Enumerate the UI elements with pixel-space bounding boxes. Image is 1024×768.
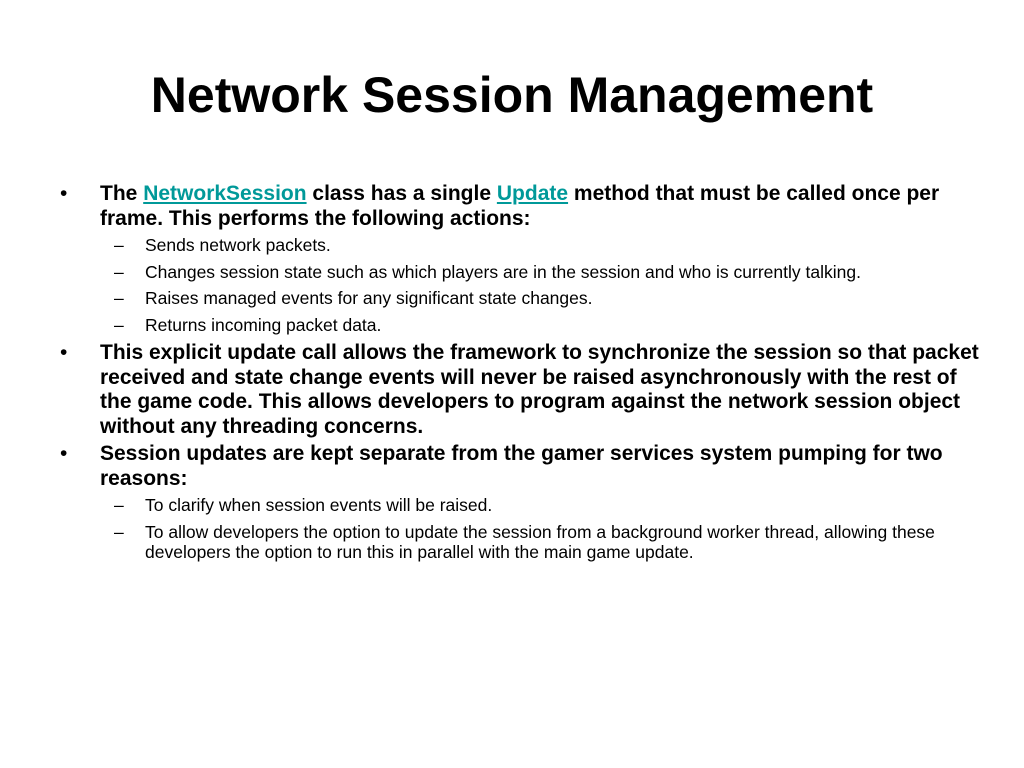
dash-marker: – xyxy=(114,261,124,282)
dash-marker: – xyxy=(114,288,124,308)
sub-bullet-item xyxy=(60,262,980,283)
slide-body xyxy=(60,182,980,569)
sub-bullet-text: Sends network packets. xyxy=(145,235,331,255)
bullet-item xyxy=(60,182,980,231)
bullet-text-mid: class has a single xyxy=(312,182,492,205)
sub-bullet-item xyxy=(60,315,980,336)
update-link[interactable]: Update xyxy=(496,182,569,205)
bullet-marker: • xyxy=(60,442,68,465)
bullet-text: Session updates are kept separate from the gamer services system pumping for two reasons: xyxy=(100,442,943,490)
sub-bullet-text: To allow developers the option to update the session from a background worker thread, allowing these developers the option to run this in parallel with the main game update. xyxy=(145,521,935,562)
sub-bullet-text: Changes session state such as which players are in the session and who is currently talking. xyxy=(145,261,861,282)
sub-bullet-item xyxy=(60,235,980,256)
bullet-text: This explicit update call allows the framework to synchronize the session so that packet received and state change events will never be raised asynchronously with the rest of the game code. This allows developers to program against the network session object without any threading concerns. xyxy=(100,341,979,438)
dash-marker: – xyxy=(114,495,124,515)
sub-bullet-text: Returns incoming packet data. xyxy=(145,314,382,335)
bullet-marker: • xyxy=(60,182,68,205)
bullet-text-suffix: method that must be called once per frame. This performs the following actions: xyxy=(100,182,940,230)
dash-marker: – xyxy=(114,235,124,255)
bullet-item xyxy=(60,442,980,491)
sub-bullet-text: Raises managed events for any significant state changes. xyxy=(145,288,593,308)
bullet-marker: • xyxy=(60,341,68,364)
sub-bullet-item xyxy=(60,288,980,309)
sub-bullet-text: To clarify when session events will be raised. xyxy=(145,495,493,515)
bullet-item xyxy=(60,341,980,439)
networksession-link[interactable]: NetworkSession xyxy=(143,182,307,205)
sub-bullet-item xyxy=(60,495,980,516)
sub-bullet-item xyxy=(60,522,980,563)
bullet-text-prefix: The xyxy=(100,182,138,205)
dash-marker: – xyxy=(114,521,124,542)
dash-marker: – xyxy=(114,314,124,335)
slide-title: Network Session Management xyxy=(150,67,874,123)
